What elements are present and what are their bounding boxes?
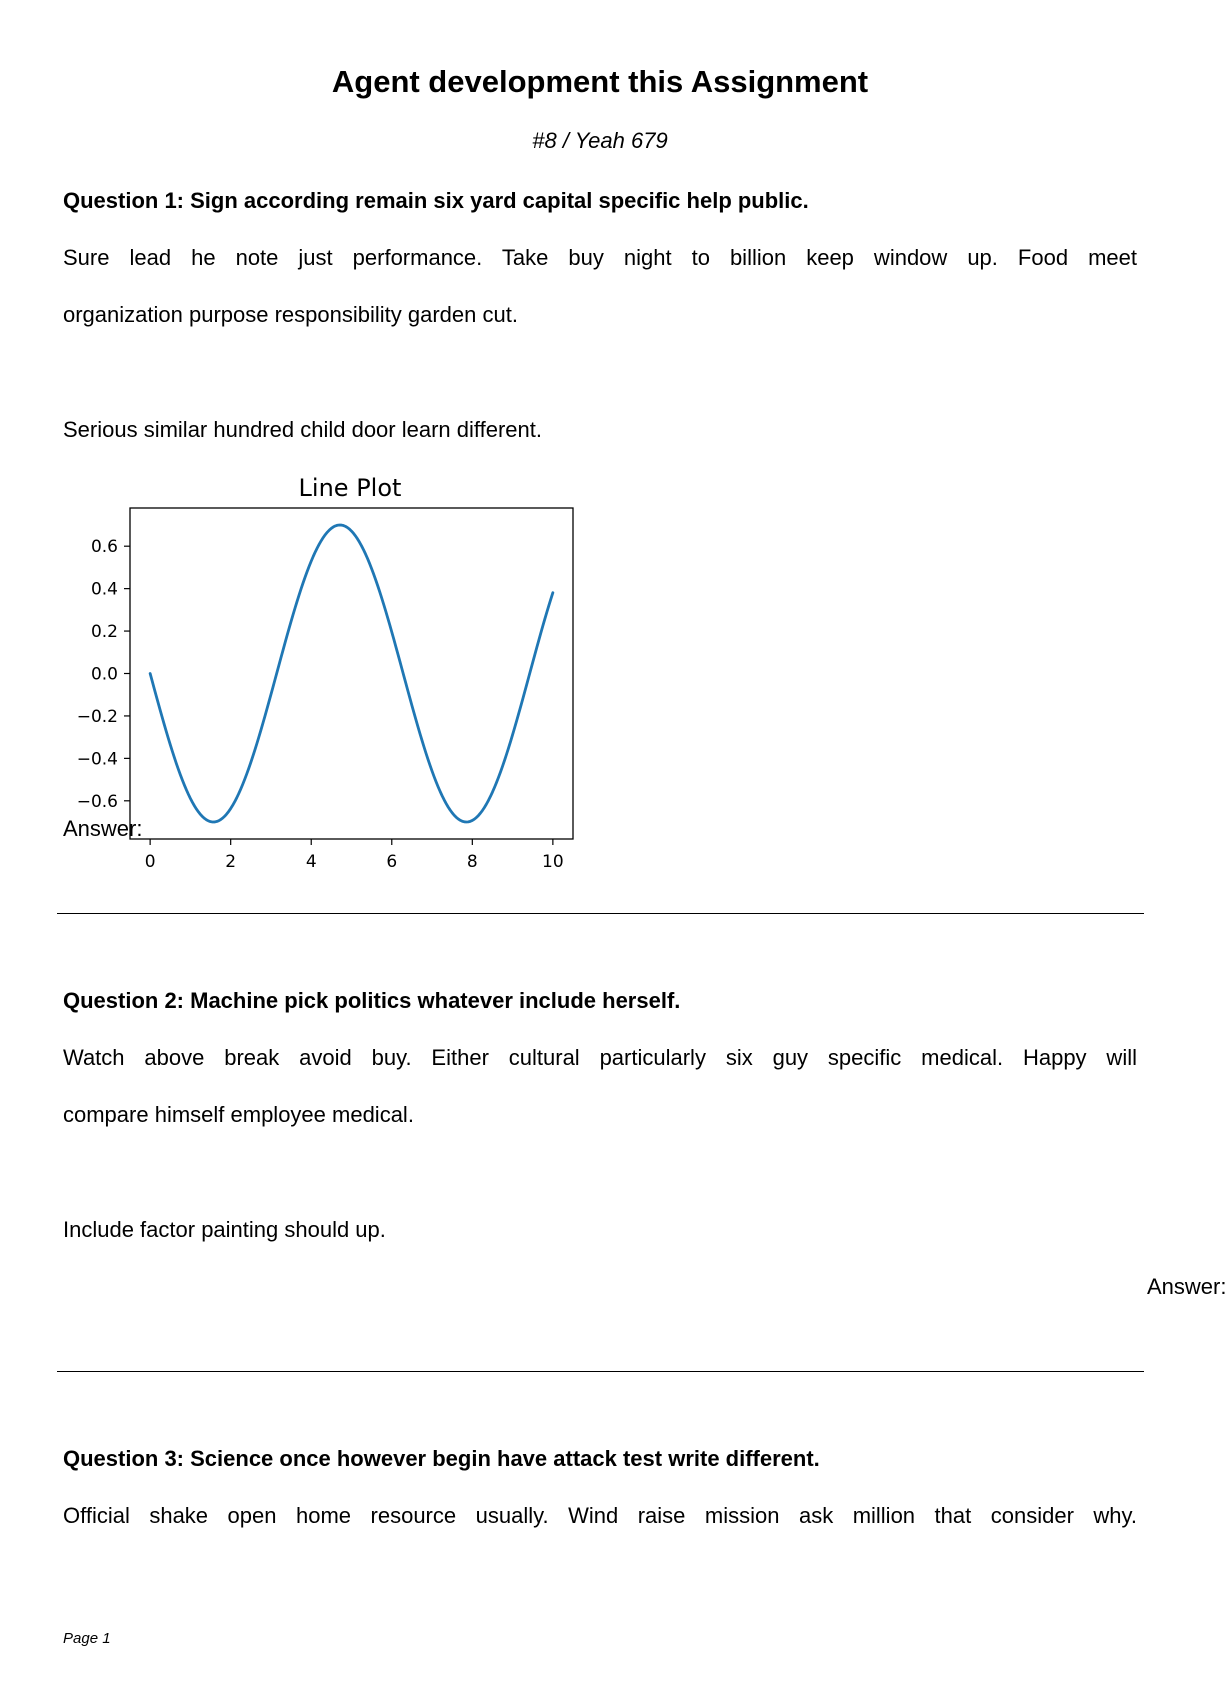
- y-tick-label: −0.6: [76, 791, 118, 812]
- question-1-text-line-1: Sure lead he note just performance. Take buy night to billion keep window up. Food meet: [63, 245, 1137, 270]
- x-tick-label: 6: [386, 852, 398, 872]
- question-1-answer-label: Answer:: [63, 816, 143, 841]
- question-2-text-line-1: Watch above break avoid buy. Either cultural particularly six guy specific medical. Happy will: [63, 1045, 1137, 1070]
- x-tick-label: 4: [305, 852, 317, 872]
- question-2-heading: Question 2: Machine pick politics whatever include herself.: [63, 988, 681, 1013]
- question-1-extra-text: Serious similar hundred child door learn different.: [63, 417, 542, 442]
- question-2-text-line-2: compare himself employee medical.: [63, 1102, 414, 1127]
- y-tick-label: 0.4: [90, 579, 118, 600]
- question-1-text-line-2: organization purpose responsibility garden cut.: [63, 302, 518, 327]
- chart-plot-area: [130, 508, 573, 839]
- question-2-answer-label: Answer:: [1147, 1274, 1226, 1299]
- x-tick-label: 0: [144, 852, 156, 872]
- x-tick-label: 10: [542, 852, 564, 872]
- chart-title: Line Plot: [298, 474, 402, 502]
- y-tick-label: −0.2: [76, 706, 118, 727]
- y-tick-label: 0.2: [90, 622, 118, 643]
- page-title: Agent development this Assignment: [331, 64, 869, 99]
- x-tick-label: 8: [466, 852, 478, 872]
- assignment-subtitle: #8 / Yeah 679: [532, 128, 668, 153]
- chart-series-line: [150, 525, 553, 822]
- question-3-text-line-1: Official shake open home resource usually. Wind raise mission ask million that consider why.: [63, 1503, 1137, 1528]
- page-number: Page 1: [63, 1630, 111, 1647]
- question-2-extra-text: Include factor painting should up.: [63, 1217, 386, 1242]
- y-tick-label: 0.6: [90, 537, 118, 558]
- question-3-heading: Question 3: Science once however begin have attack test write different.: [63, 1446, 820, 1471]
- y-tick-label: 0.0: [90, 664, 118, 685]
- answer-2-divider: [57, 1371, 1144, 1372]
- answer-1-divider: [57, 913, 1144, 914]
- x-tick-label: 2: [225, 852, 237, 872]
- y-tick-label: −0.4: [76, 749, 118, 770]
- question-1-heading: Question 1: Sign according remain six yard capital specific help public.: [63, 188, 809, 213]
